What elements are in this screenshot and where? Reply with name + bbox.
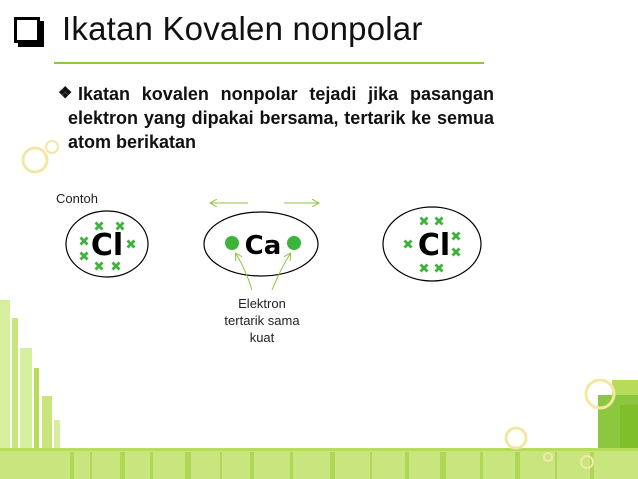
- diamond-cluster-icon: ❖: [58, 85, 73, 102]
- atom-cl-left: [66, 211, 148, 277]
- electron-dot-left: [225, 236, 239, 250]
- electron-caption: [200, 295, 324, 346]
- slide-title: Ikatan Kovalen nonpolar: [62, 10, 423, 47]
- atom-ca-center: [204, 212, 318, 276]
- electron-caption-line-3: kuat: [249, 330, 275, 345]
- electron-caption-line-2: tertarik sama: [224, 313, 300, 328]
- atom-cl-right-label: Cl: [417, 228, 451, 263]
- atom-cl-right: [383, 207, 481, 281]
- example-label: Contoh: [56, 191, 98, 206]
- electron-caption-line-1: Elektron: [238, 296, 286, 311]
- bullet-text: Ikatan kovalen nonpolar tejadi jika pasangan elektron yang dipakai bersama, tertarik ke semua atom berikatan: [68, 84, 494, 152]
- atom-ca-center-label: Ca: [244, 231, 282, 261]
- electron-dot-right: [287, 236, 301, 250]
- atom-cl-left-label: Cl: [90, 228, 124, 263]
